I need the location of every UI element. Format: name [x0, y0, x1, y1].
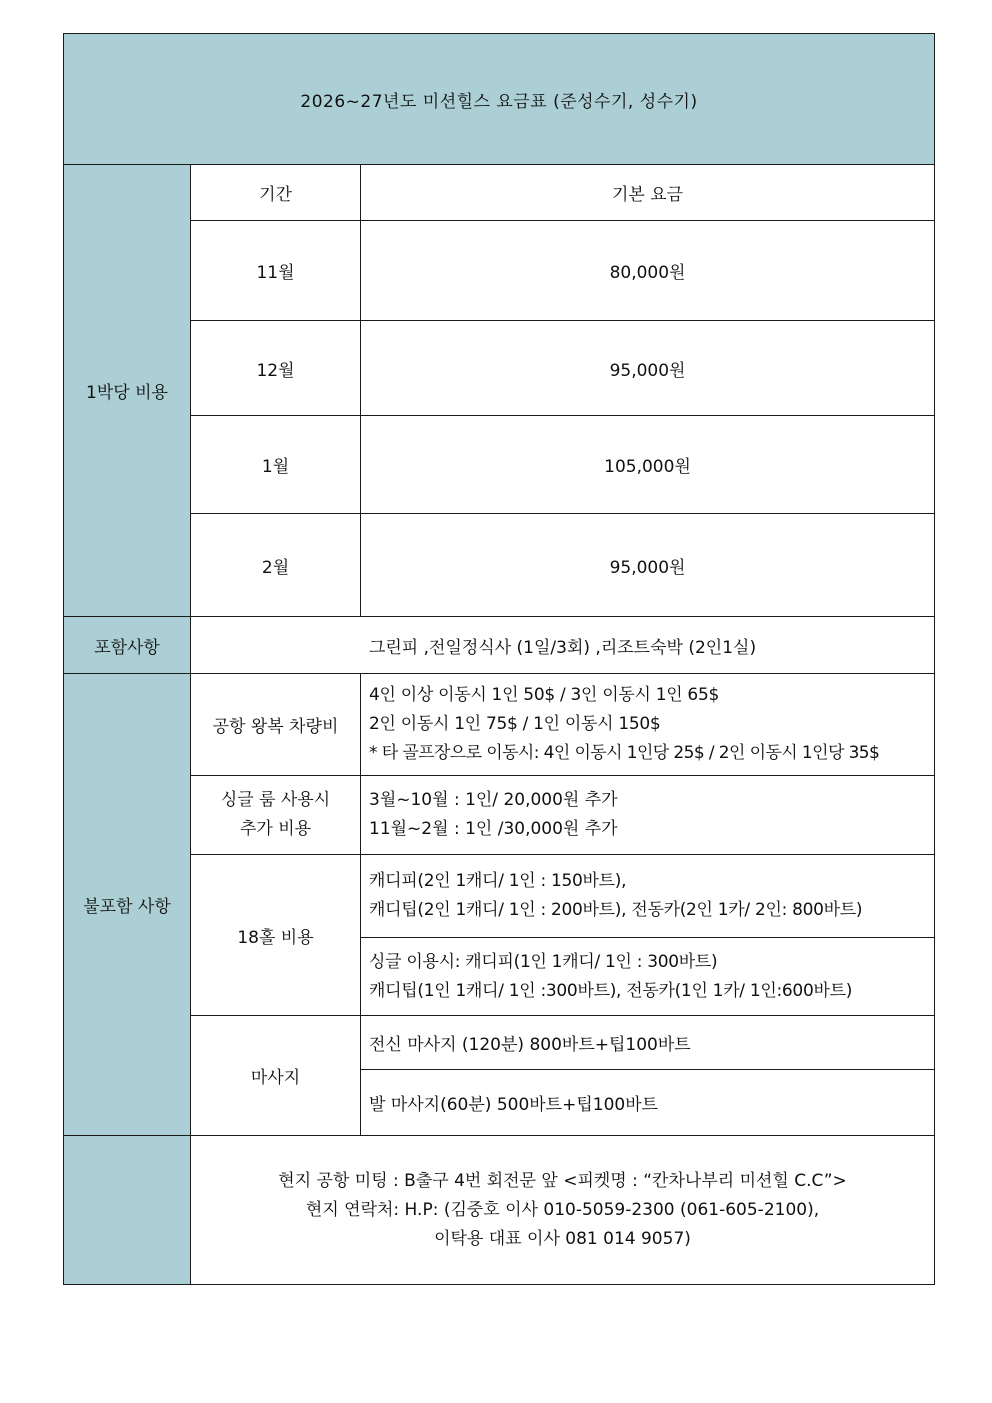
holes18-line: 싱글 이용시: 캐디피(1인 1캐디/ 1인 : 300바트): [369, 951, 718, 972]
period-cell: 12월: [191, 321, 361, 416]
massage-full-body: 전신 마사지 (120분) 800바트+팁100바트: [361, 1016, 935, 1070]
rate-table: [63, 33, 935, 1285]
contact-side-cell: [64, 1136, 191, 1285]
holes18-group-details: [361, 855, 935, 938]
period-cell: 2월: [191, 514, 361, 617]
included-text: 그린피 ,전일정식사 (1일/3회) ,리조트숙박 (2인1실): [191, 617, 935, 674]
contact-line: 현지 연락처: H.P: (김중호 이사 010-5059-2300 (061-605-2100),: [305, 1199, 820, 1220]
base-fee-header: 기본 요금: [361, 165, 935, 221]
included-label: 포함사항: [64, 617, 191, 674]
contact-info: [191, 1136, 935, 1285]
airport-line: 2인 이동시 1인 75$ / 1인 이동시 150$: [369, 714, 661, 734]
single-room-line: 3월~10월 : 1인/ 20,000원 추가: [369, 790, 618, 810]
page-title: 2026~27년도 미션힐스 요금표 (준성수기, 성수기): [64, 34, 935, 165]
table-row: [64, 416, 935, 514]
airport-line: * 타 골프장으로 이동시: 4인 이동시 1인당 25$ / 2인 이동시 1인당 35$: [369, 743, 880, 763]
contact-line: 이탁용 대표 이사 081 014 9057): [434, 1228, 691, 1249]
period-header: 기간: [191, 165, 361, 221]
period-cell: 1월: [191, 416, 361, 514]
nightly-cost-label: 1박당 비용: [64, 165, 191, 617]
holes18-line: 캐디팁(1인 1캐디/ 1인 :300바트), 전동카(1인 1카/ 1인:600바트): [369, 980, 853, 1001]
period-cell: 11월: [191, 221, 361, 321]
fee-cell: 80,000원: [361, 221, 935, 321]
single-room-label-line2: 추가 비용: [239, 819, 312, 839]
holes18-label: 18홀 비용: [191, 855, 361, 1016]
fee-cell: 95,000원: [361, 514, 935, 617]
table-row: [64, 321, 935, 416]
airport-transfer-label: 공항 왕복 차량비: [191, 674, 361, 776]
single-room-details: [361, 776, 935, 855]
excluded-label: 불포함 사항: [64, 674, 191, 1136]
airport-transfer-details: [361, 674, 935, 776]
fee-cell: 105,000원: [361, 416, 935, 514]
holes18-line: 캐디팁(2인 1캐디/ 1인 : 200바트), 전동카(2인 1카/ 2인: 800바트): [369, 900, 863, 920]
massage-foot: 발 마사지(60분) 500바트+팁100바트: [361, 1070, 935, 1136]
massage-label: 마사지: [191, 1016, 361, 1136]
holes18-single-details: [361, 938, 935, 1016]
contact-line: 현지 공항 미팅 : B출구 4번 회전문 앞 <피켓명 : “칸차나부리 미션힐 C.C”>: [278, 1170, 847, 1191]
single-room-label: [191, 776, 361, 855]
table-row: [64, 221, 935, 321]
single-room-line: 11월~2월 : 1인 /30,000원 추가: [369, 819, 618, 839]
single-room-label-line1: 싱글 룸 사용시: [220, 790, 331, 810]
fee-cell: 95,000원: [361, 321, 935, 416]
table-row: [64, 514, 935, 617]
holes18-line: 캐디피(2인 1캐디/ 1인 : 150바트),: [369, 871, 627, 891]
airport-line: 4인 이상 이동시 1인 50$ / 3인 이동시 1인 65$: [369, 685, 719, 705]
